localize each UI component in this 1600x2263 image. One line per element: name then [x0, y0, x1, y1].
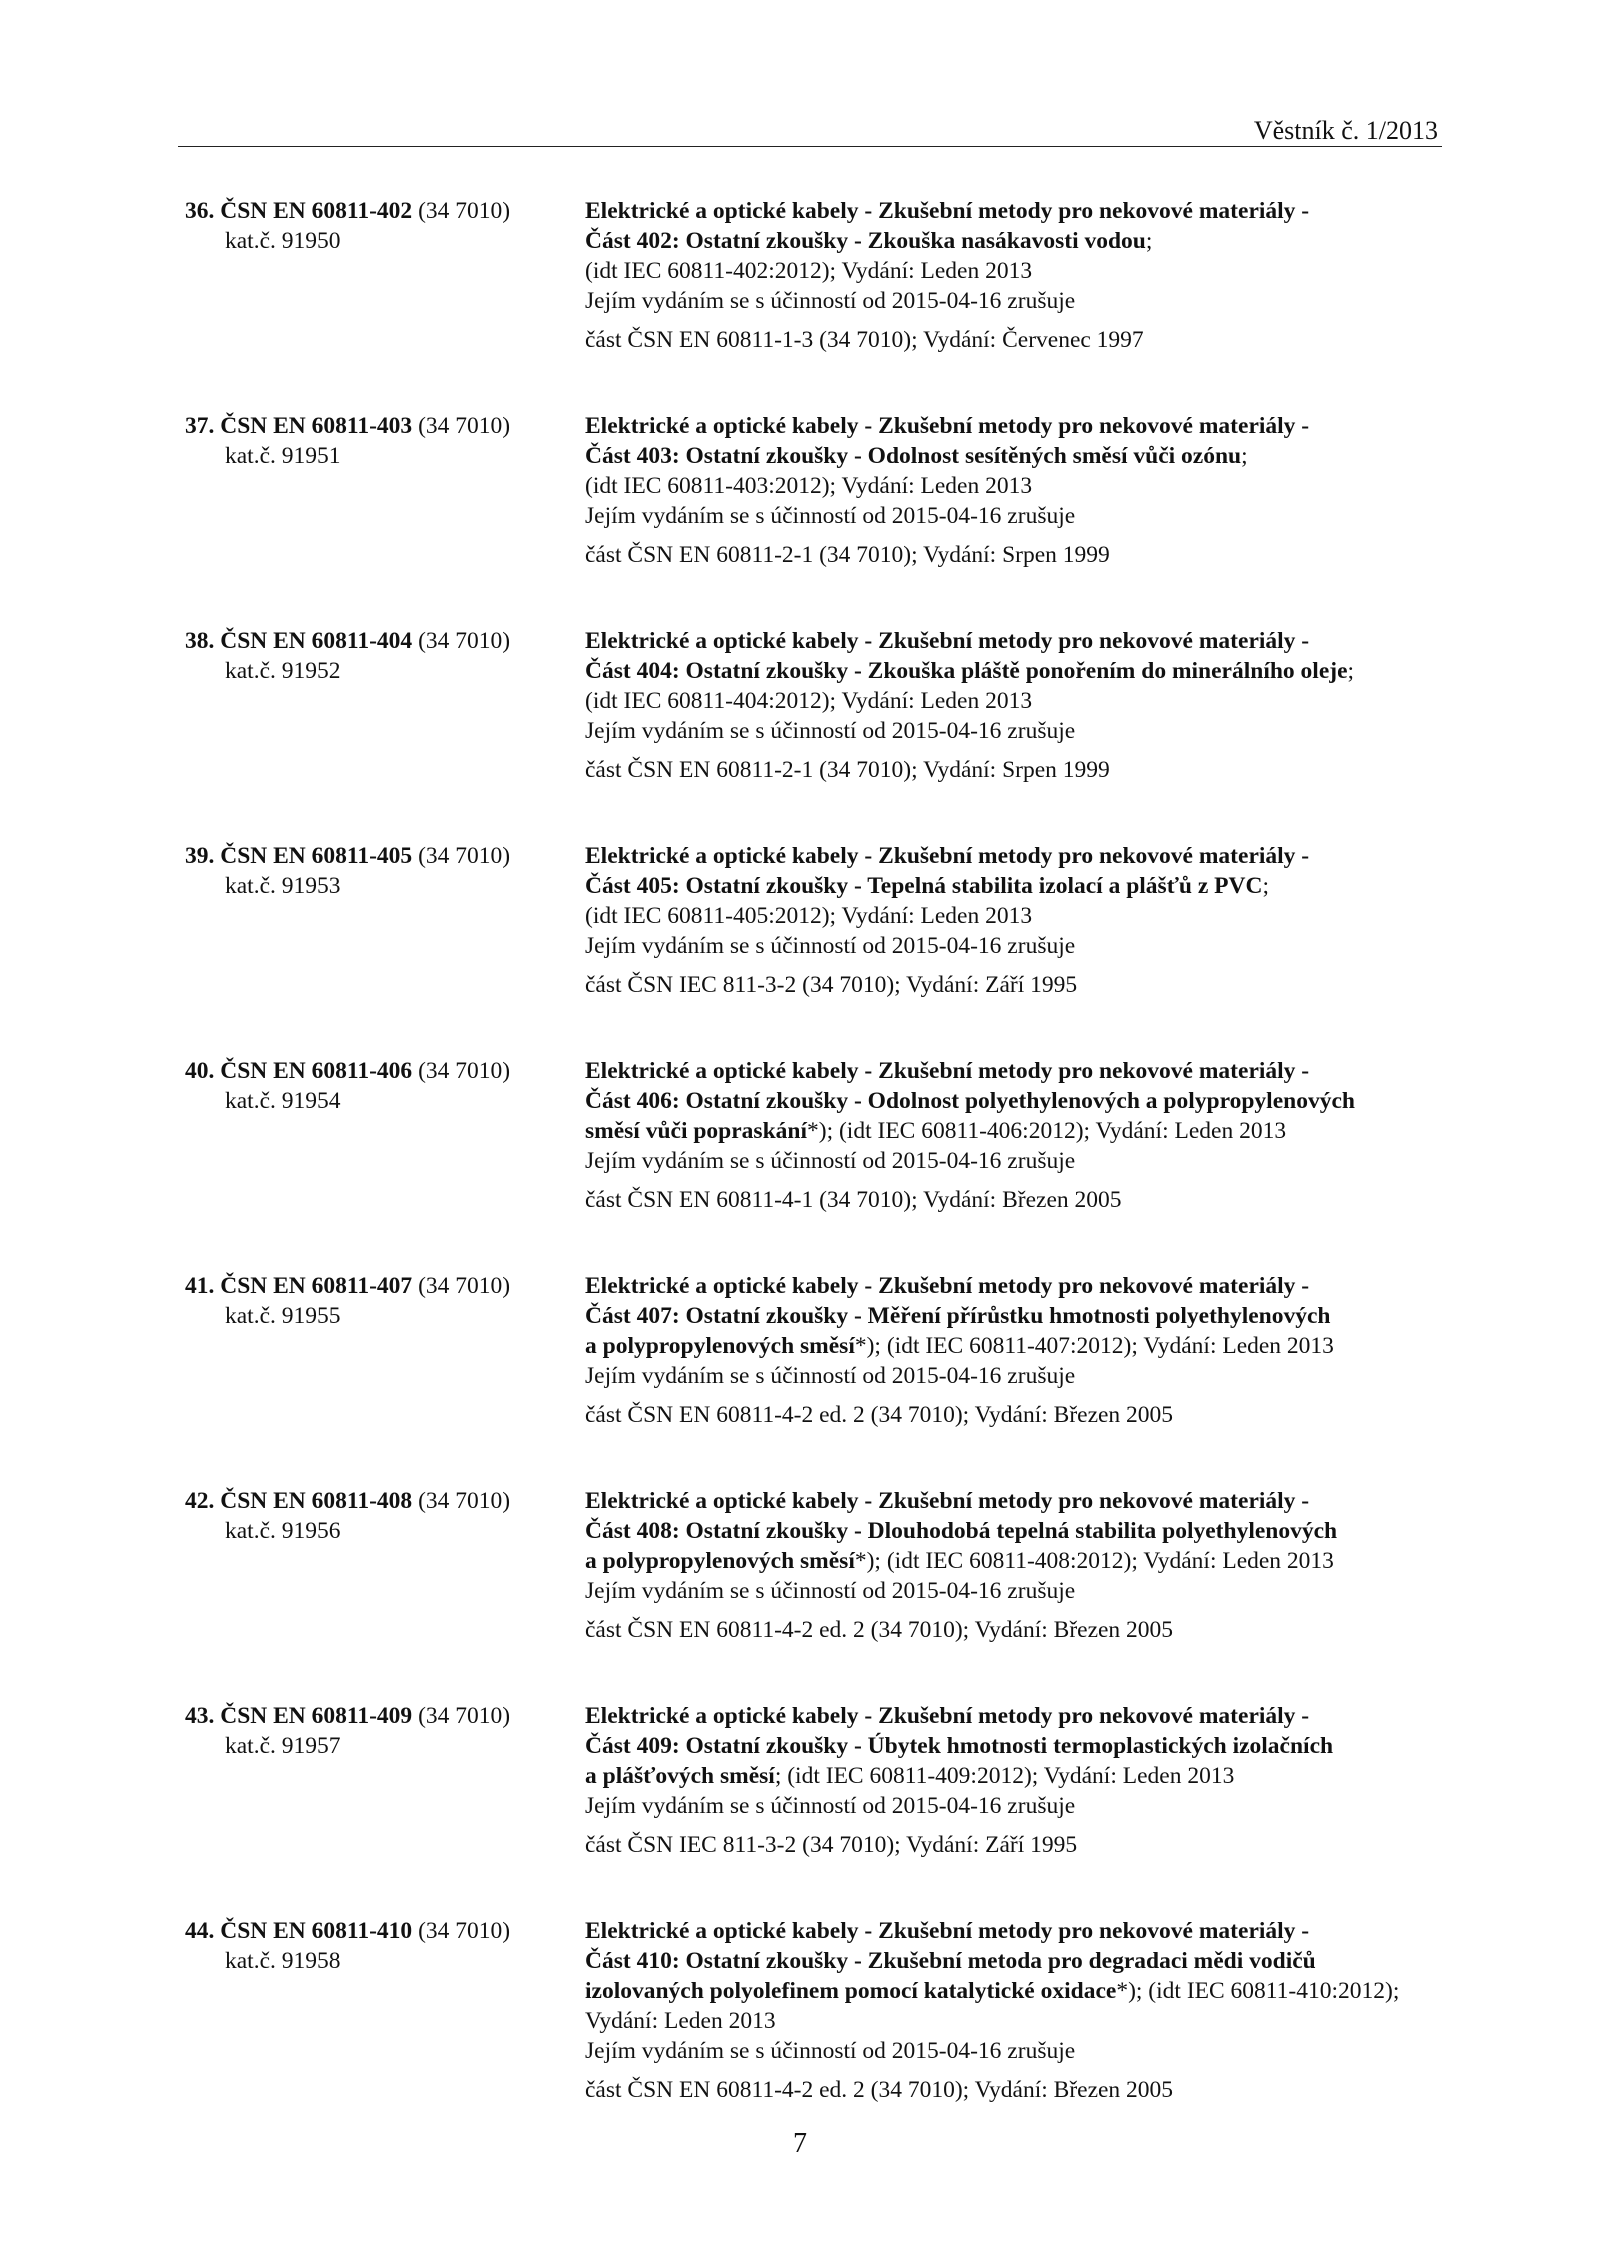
entry-identifier	[185, 841, 585, 901]
standard-part: Část 404: Ostatní zkoušky - Zkouška pláště ponořením do minerálního oleje	[585, 658, 1348, 684]
replacement-note: Jejím vydáním se s účinností od 2015-04-16 zrušuje	[585, 933, 1076, 959]
idt-edition: (idt IEC 60811-404:2012); Vydání: Leden 2013	[585, 688, 1033, 714]
edition-date: Vydání: Leden 2013	[585, 2008, 776, 2034]
standard-entry	[185, 626, 1445, 841]
idt-edition: (idt IEC 60811-403:2012); Vydání: Leden 2013	[585, 473, 1033, 499]
standard-code: ČSN EN 60811-402	[220, 198, 413, 224]
standard-entry	[185, 1916, 1445, 2161]
idt-edition: *); (idt IEC 60811-408:2012); Vydání: Leden 2013	[854, 1548, 1334, 1574]
entry-number: 44.	[185, 1918, 215, 1944]
idt-edition: *); (idt IEC 60811-407:2012); Vydání: Leden 2013	[854, 1333, 1334, 1359]
standard-title: Elektrické a optické kabely - Zkušební metody pro nekovové materiály -	[585, 628, 1310, 654]
classification: (34 7010)	[418, 843, 511, 869]
standard-title: Elektrické a optické kabely - Zkušební metody pro nekovové materiály -	[585, 413, 1310, 439]
entry-identifier	[185, 1916, 585, 1976]
catalog-number: kat.č. 91957	[225, 1733, 341, 1759]
entry-description	[585, 411, 1435, 570]
standard-part-continued: a polypropylenových směsí	[585, 1548, 855, 1574]
standard-code: ČSN EN 60811-404	[220, 628, 413, 654]
separator: ;	[1347, 658, 1355, 684]
separator: ;	[1262, 873, 1270, 899]
replacement-note: Jejím vydáním se s účinností od 2015-04-16 zrušuje	[585, 1363, 1076, 1389]
standard-part-continued: izolovaných polyolefinem pomocí katalytické oxidace	[585, 1978, 1117, 2004]
entry-description	[585, 1271, 1435, 1430]
idt-edition: *); (idt IEC 60811-406:2012); Vydání: Leden 2013	[807, 1118, 1287, 1144]
page-header	[178, 112, 1442, 147]
standard-code: ČSN EN 60811-409	[220, 1703, 413, 1729]
entry-number: 38.	[185, 628, 215, 654]
entry-number: 43.	[185, 1703, 215, 1729]
standard-part: Část 407: Ostatní zkoušky - Měření přírůstku hmotnosti polyethylenových	[585, 1303, 1331, 1329]
catalog-number: kat.č. 91955	[225, 1303, 341, 1329]
entry-number: 37.	[185, 413, 215, 439]
cancelled-standard: část ČSN EN 60811-4-2 ed. 2 (34 7010); Vydání: Březen 2005	[585, 1402, 1174, 1428]
entry-identifier	[185, 1056, 585, 1116]
idt-edition: ; (idt IEC 60811-409:2012); Vydání: Leden 2013	[774, 1763, 1235, 1789]
cancelled-standard: část ČSN EN 60811-4-1 (34 7010); Vydání: Březen 2005	[585, 1187, 1122, 1213]
replacement-note: Jejím vydáním se s účinností od 2015-04-16 zrušuje	[585, 1578, 1076, 1604]
entry-identifier	[185, 626, 585, 686]
standard-part: Část 405: Ostatní zkoušky - Tepelná stabilita izolací a plášťů z PVC	[585, 873, 1263, 899]
entry-identifier	[185, 1701, 585, 1761]
entry-description	[585, 1916, 1435, 2105]
replacement-note: Jejím vydáním se s účinností od 2015-04-16 zrušuje	[585, 503, 1076, 529]
cancelled-standard: část ČSN EN 60811-4-2 ed. 2 (34 7010); Vydání: Březen 2005	[585, 2077, 1174, 2103]
standard-part: Část 409: Ostatní zkoušky - Úbytek hmotnosti termoplastických izolačních	[585, 1733, 1334, 1759]
standard-part-continued: a polypropylenových směsí	[585, 1333, 855, 1359]
catalog-number: kat.č. 91952	[225, 658, 341, 684]
entry-identifier	[185, 1486, 585, 1546]
entry-number: 36.	[185, 198, 215, 224]
classification: (34 7010)	[418, 1703, 511, 1729]
standard-entry	[185, 1701, 1445, 1916]
standard-code: ČSN EN 60811-405	[220, 843, 413, 869]
standard-code: ČSN EN 60811-408	[220, 1488, 413, 1514]
page-number: 7	[793, 2128, 807, 2159]
standard-entry	[185, 1271, 1445, 1486]
standard-part: Část 403: Ostatní zkoušky - Odolnost sesítěných směsí vůči ozónu	[585, 443, 1242, 469]
entry-number: 41.	[185, 1273, 215, 1299]
standard-code: ČSN EN 60811-403	[220, 413, 413, 439]
standard-part: Část 410: Ostatní zkoušky - Zkušební metoda pro degradaci mědi vodičů	[585, 1948, 1316, 1974]
standard-title: Elektrické a optické kabely - Zkušební metody pro nekovové materiály -	[585, 843, 1310, 869]
replacement-note: Jejím vydáním se s účinností od 2015-04-16 zrušuje	[585, 1793, 1076, 1819]
entry-identifier	[185, 411, 585, 471]
classification: (34 7010)	[418, 1273, 511, 1299]
catalog-number: kat.č. 91956	[225, 1518, 341, 1544]
catalog-number: kat.č. 91954	[225, 1088, 341, 1114]
entry-identifier	[185, 196, 585, 256]
standard-code: ČSN EN 60811-406	[220, 1058, 413, 1084]
idt-edition: (idt IEC 60811-405:2012); Vydání: Leden 2013	[585, 903, 1033, 929]
separator: ;	[1145, 228, 1153, 254]
standard-entry	[185, 411, 1445, 626]
standard-title: Elektrické a optické kabely - Zkušební metody pro nekovové materiály -	[585, 1058, 1310, 1084]
standard-entry	[185, 841, 1445, 1056]
bulletin-title: Věstník č. 1/2013	[1253, 116, 1438, 145]
classification: (34 7010)	[418, 198, 511, 224]
catalog-number: kat.č. 91950	[225, 228, 341, 254]
cancelled-standard: část ČSN EN 60811-2-1 (34 7010); Vydání: Srpen 1999	[585, 757, 1110, 783]
entry-number: 40.	[185, 1058, 215, 1084]
standard-part: Část 402: Ostatní zkoušky - Zkouška nasákavosti vodou	[585, 228, 1146, 254]
standards-list	[185, 196, 1445, 2161]
entry-number: 42.	[185, 1488, 215, 1514]
entry-description	[585, 1701, 1435, 1860]
cancelled-standard: část ČSN IEC 811-3-2 (34 7010); Vydání: Září 1995	[585, 972, 1078, 998]
classification: (34 7010)	[418, 1058, 511, 1084]
standard-entry	[185, 1486, 1445, 1701]
classification: (34 7010)	[418, 628, 511, 654]
standard-part-continued: směsí vůči popraskání	[585, 1118, 807, 1144]
replacement-note: Jejím vydáním se s účinností od 2015-04-16 zrušuje	[585, 718, 1076, 744]
standard-title: Elektrické a optické kabely - Zkušební metody pro nekovové materiály -	[585, 1488, 1310, 1514]
replacement-note: Jejím vydáním se s účinností od 2015-04-16 zrušuje	[585, 1148, 1076, 1174]
cancelled-standard: část ČSN EN 60811-1-3 (34 7010); Vydání: Červenec 1997	[585, 327, 1144, 353]
standard-code: ČSN EN 60811-407	[220, 1273, 413, 1299]
cancelled-standard: část ČSN EN 60811-4-2 ed. 2 (34 7010); Vydání: Březen 2005	[585, 1617, 1174, 1643]
replacement-note: Jejím vydáním se s účinností od 2015-04-16 zrušuje	[585, 288, 1076, 314]
standard-title: Elektrické a optické kabely - Zkušební metody pro nekovové materiály -	[585, 1918, 1310, 1944]
entry-description	[585, 1056, 1435, 1215]
entry-number: 39.	[185, 843, 215, 869]
classification: (34 7010)	[418, 413, 511, 439]
catalog-number: kat.č. 91953	[225, 873, 341, 899]
standard-code: ČSN EN 60811-410	[220, 1918, 413, 1944]
entry-identifier	[185, 1271, 585, 1331]
idt-edition: (idt IEC 60811-402:2012); Vydání: Leden 2013	[585, 258, 1033, 284]
replacement-note: Jejím vydáním se s účinností od 2015-04-16 zrušuje	[585, 2038, 1076, 2064]
catalog-number: kat.č. 91951	[225, 443, 341, 469]
entry-description	[585, 1486, 1435, 1645]
catalog-number: kat.č. 91958	[225, 1948, 341, 1974]
standard-part: Část 406: Ostatní zkoušky - Odolnost polyethylenových a polypropylenových	[585, 1088, 1355, 1114]
classification: (34 7010)	[418, 1918, 511, 1944]
standard-title: Elektrické a optické kabely - Zkušební metody pro nekovové materiály -	[585, 1703, 1310, 1729]
idt-edition: *); (idt IEC 60811-410:2012);	[1116, 1978, 1400, 2004]
entry-description	[585, 196, 1435, 355]
standard-entry	[185, 1056, 1445, 1271]
cancelled-standard: část ČSN IEC 811-3-2 (34 7010); Vydání: Září 1995	[585, 1832, 1078, 1858]
entry-description	[585, 841, 1435, 1000]
standard-part: Část 408: Ostatní zkoušky - Dlouhodobá tepelná stabilita polyethylenových	[585, 1518, 1338, 1544]
standard-entry	[185, 196, 1445, 411]
separator: ;	[1241, 443, 1248, 469]
standard-title: Elektrické a optické kabely - Zkušební metody pro nekovové materiály -	[585, 198, 1310, 224]
cancelled-standard: část ČSN EN 60811-2-1 (34 7010); Vydání: Srpen 1999	[585, 542, 1110, 568]
classification: (34 7010)	[418, 1488, 511, 1514]
standard-part-continued: a plášťových směsí	[585, 1763, 775, 1789]
entry-description	[585, 626, 1435, 785]
standard-title: Elektrické a optické kabely - Zkušební metody pro nekovové materiály -	[585, 1273, 1310, 1299]
